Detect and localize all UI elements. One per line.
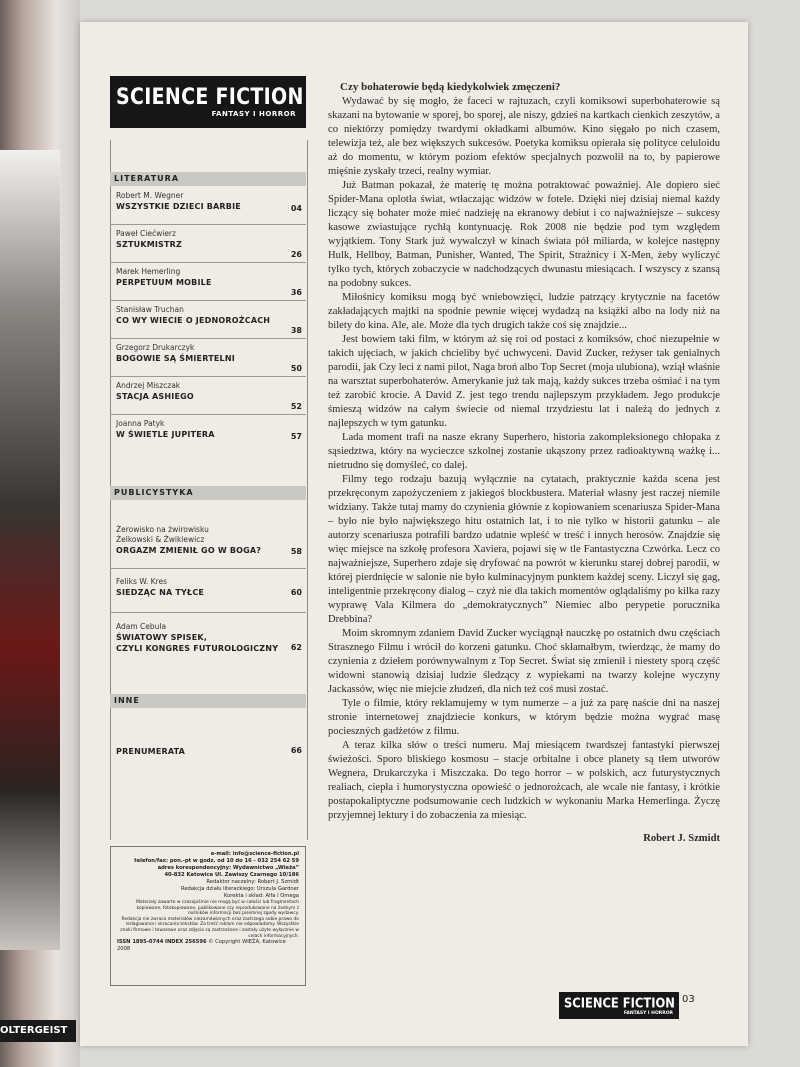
entry-page: 52 (290, 402, 302, 411)
entry-title: ORGAZM ZMIENIŁ GO W BOGA? (116, 546, 262, 555)
entry-title: ŚWIATOWY SPISEK, CZYLI KONGRES FUTUROLOGICZNY (116, 633, 279, 653)
entry-author: Andrzej Miszczak (116, 381, 181, 390)
toc-entry[interactable] (110, 746, 306, 762)
imprint-legal-1: Materiały zawarte w czasopiśmie nie mogą być w całości lub fragmentach kopiowane, fotokopiowane, publikowane czy reprodukowane na żadnym z nośników informacji bez pisemnej zgody wydawcy. (136, 900, 299, 917)
entry-author: Żerowisko na żwirowisku Żelkowski & Żwikiewicz (116, 525, 209, 544)
entry-author: Feliks W. Kres (116, 577, 168, 586)
page-number: 03 (682, 994, 695, 1005)
imprint-legal-2: Redakcja nie zwraca materiałów niezamówionych oraz zastrzega sobie prawo do redagowania i skracania tekstów. Za treść reklam nie odpowiadamy. Wszystkie znaki firmowe i towarowe oraz zdjęcia są zastrzeżone i zostały użyte wyłącznie w celach informacyjnych. (120, 916, 299, 939)
adjacent-page (0, 0, 80, 1067)
article-paragraph: Wydawać by się mogło, że faceci w rajtuzach, czyli komiksowi superbohaterowie są skazani na bytowanie w sporej, bo sporej, ale niszy, gdzieś na kartkach cienkich zeszytów, a co niektórzy pomiędzy twardymi okładkami albumów. Kino sięgało po nich czasem, telewizja też, ale bez większych sukcesów. Poetyka komiksu opierała się polityce celuloidu aż do momentu, w którym poziom efektów specjalnych pozwolił na to, by papierowe mięśnie zyskały trzeci, realny wymiar. (328, 96, 720, 177)
entry-title: CO WY WIECIE O JEDNOROŻCACH (116, 316, 271, 325)
article-paragraph: Lada moment trafi na nasze ekrany Superhero, historia zakompleksionego chłopaka z sąsiedztwa, który na wycieczce szkolnej zostanie ukąszony przez radioaktywną ważkę i... nietrudno się domyśleć, co dalej. (328, 432, 720, 471)
toc-entry[interactable] (110, 229, 306, 263)
entry-author: Robert M. Wegner (116, 191, 184, 200)
logo-title: SCIENCE FICTION (116, 84, 304, 110)
footer-logo-subtitle: FANTASY I HORROR (623, 1011, 673, 1016)
imprint-copyright: © Copyright WIEŻA, Katowice 2008 (117, 939, 286, 953)
imprint-email: e-mail: info@science-fiction.pl (210, 851, 299, 857)
entry-page: 26 (290, 250, 302, 259)
entry-title: SIEDZĄC NA TYŁCE (116, 588, 205, 597)
imprint-index: INDEX 256596 (165, 939, 207, 946)
article-paragraph: Moim skromnym zdaniem David Zucker wyciągnął nauczkę po ostatnich dwu częściach Strasznego Filmu i wrócił do korzeni gatunku. Choć skłamałbym, twierdząc, że mamy do czynienia z dziełem porównywalnym z Top Secret. Świat się zmienił i niestety sporą część widowni stanowią dzisiaj ludzie śledzący z wypiekami na twarzy kolejne wyczyny Jackassów, więc nie miejcie złudzeń, dla nich też coś musi zostać. (328, 628, 720, 695)
toc-entry[interactable] (110, 419, 306, 453)
entry-page: 36 (290, 288, 302, 297)
article-headline: Czy bohaterowie będą kiedykolwiek zmęczeni? (340, 81, 561, 93)
entry-page: 04 (290, 204, 302, 213)
entry-author: Joanna Patyk (116, 419, 165, 428)
article-paragraph: Już Batman pokazał, że materię tę można potraktować poważniej. Ale dopiero sieć Spider-Mana oplotła świat, wtłaczając widzów w fotele. Dzięki niej dzisiaj niemal każdy liczący się bohater może mieć nadzieję na ekranowy debiut i co najważniejsze – sukcesy kasowe zwiastujące rychłą kontynuację. Rok 2008 nie będzie pod tym względem wyjątkiem. Tony Stark już wywalczył w kinach świata pół miliarda, w kolejce następny Hulk, Hellboy, Batman, Punisher, Wanted, The Spirit, Strażnicy i X-Men, żeby wyliczyć tylko tych, których zobaczycie w nadchodzących dwunastu miesiącach. I wszyscy z szansą na podobny sukces. (328, 180, 720, 289)
adjacent-page-artwork (0, 150, 60, 950)
toc-entry[interactable] (110, 577, 306, 613)
imprint-address-label: adres korespondencyjny: Wydawnictwo „Wieża” (157, 865, 299, 871)
logo-subtitle: FANTASY I HORROR (211, 110, 296, 118)
toc-entry[interactable] (110, 305, 306, 339)
article-paragraph: Filmy tego rodzaju bazują wyłącznie na cytatach, praktycznie każda scena jest przekręconym zapożyczeniem z jakiegoś blockbustera. Materiał własny jest raczej niemile widziany. Także tutaj mamy do czynienia głównie z kopiowaniem scenariusza Spider-Mana – było nie było największego hitu ostatnich lat, i to nie tylko w historii gatunku – ale autorzy scenariusza potrafili bardzo udatnie wpleść w treść i innych herosów. Znajdzie się więc miejsce na szkołę profesora Xaviera, pojawi się w tle Fantastyczna Czwórka. Lecz co najważniejsze, Superhero zdaje się dryfować na powrót w kierunku starej dobrej parodii, w której pierdnięcie w salonie nie było kulminacyjnym punktem każdej sceny. Liczył się gag, inteligentnie przekręcony dialog – czyż nie dla takich momentów oglądaliśmy po kilka razy wyprawę Vala Kilmera do „demokratycznych” Niemiec albo perypetie porucznika Drebbina? (328, 474, 720, 625)
toc-entry[interactable] (110, 525, 306, 569)
toc-entry[interactable] (110, 381, 306, 415)
entry-page: 50 (290, 364, 302, 373)
entry-page: 58 (290, 547, 302, 556)
entry-author: Grzegorz Drukarczyk (116, 343, 195, 352)
entry-page: 38 (290, 326, 302, 335)
section-heading-publicystyka: PUBLICYSTYKA (110, 486, 306, 500)
article-paragraph: Miłośnicy komiksu mogą być wniebowzięci, ludzie patrzący krytycznie na facetów zakładających majtki na spodnie pewnie więcej wydadzą na książki albo na lody niż na bilety do kina. Ale, ale. Może dla tych drugich także coś się znajdzie... (328, 292, 720, 331)
article-paragraph: A teraz kilka słów o treści numeru. Maj miesiącem twardszej fantastyki pierwszej świeżości. Sporo bliskiego kosmosu – stacje orbitalne i obce planety są tłem utworów Wegnera, Drukarczyka i Miszczaka. Do tego horror – w polskich, acz futurystycznych realiach, ciepła i humorystyczna opowieść o jednorożcach, ale wcale nie fantasy, i krótkie postapokaliptyczne podsumowanie cech ludzkich w wykonaniu Marka Hemerlinga. Życzę przyjemnej lektury i do zobaczenia za miesiąc. (328, 740, 720, 821)
entry-title: STACJA ASHIEGO (116, 392, 194, 401)
entry-title: PRENUMERATA (116, 747, 186, 756)
section-heading-literatura: LITERATURA (110, 172, 306, 186)
imprint-issn: ISSN 1895-0744 (117, 939, 164, 946)
entry-title: SZTUKMISTRZ (116, 240, 183, 249)
magazine-page (80, 22, 748, 1046)
entry-author: Adam Cebula (116, 622, 167, 631)
toc-entry[interactable] (110, 343, 306, 377)
entry-title: BOGOWIE SĄ ŚMIERTELNI (116, 354, 235, 363)
imprint-phone: telefon/fax: pon.-pt w godz. od 10 do 16 - 032 254 62 59 (134, 858, 299, 864)
editorial-article (328, 80, 720, 846)
imprint-box (110, 846, 306, 986)
footer-logo-title: SCIENCE FICTION (564, 995, 675, 1012)
section-heading-inne: INNE (110, 694, 306, 708)
magazine-logo (110, 76, 306, 128)
entry-author: Paweł Ciećwierz (116, 229, 176, 238)
table-of-contents (106, 76, 309, 984)
entry-title: W ŚWIETLE JUPITERA (116, 430, 215, 439)
entry-page: 60 (290, 588, 302, 597)
entry-page: 66 (290, 746, 302, 755)
imprint-proofreading: Korekta i skład: Alfa i Omega (223, 893, 299, 899)
entry-author: Stanisław Truchan (116, 305, 184, 314)
imprint-address: 40-832 Katowice Ul. Zawiszy Czarnego 10/186 (164, 872, 299, 878)
entry-author: Marek Hemerling (116, 267, 181, 276)
toc-entry[interactable] (110, 622, 306, 662)
entry-page: 57 (290, 432, 302, 441)
imprint-lit-editor: Redakcja działu literackiego: Urszula Gardner (180, 886, 299, 892)
footer-logo (559, 992, 679, 1019)
toc-entry[interactable] (110, 267, 306, 301)
imprint-editor: Redaktor naczelny: Robert J. Szmidt (206, 879, 299, 885)
adjacent-page-badge: OLTERGEIST (0, 1020, 76, 1042)
entry-page: 62 (290, 643, 302, 652)
entry-title: WSZYSTKIE DZIECI BARBIE (116, 202, 241, 211)
article-paragraph: Tyle o filmie, który reklamujemy w tym numerze – a już za parę naście dni na naszej stronie internetowej znajdziecie konkurs, w którym będzie można wygrać masę pocieszných gadżetów z filmu. (328, 698, 720, 737)
article-signature: Robert J. Szmidt (643, 833, 720, 844)
entry-title: PERPETUUM MOBILE (116, 278, 212, 287)
toc-entry[interactable] (110, 191, 306, 225)
article-paragraph: Jest bowiem taki film, w którym aż się roi od postaci z komiksów, choć niezupełnie w takich ujęciach, w jakich chcieliby być uchwyceni. David Zucker, reżyser tak genialnych parodii, jak Czy leci z nami pilot, Naga broń albo Top Secret (moja ulubiona), wziął właśnie na warsztat superbohaterów. Amerykanie już tak mają, każdy sukces trzeba ośmiać i na tym też zarobić krocie. A David Z. jest tego trendu najlepszym przykładem. Jego produkcje śmieszą widzów na całym świecie od niemal trzydziestu lat i należą do jednych z najlepszych w tym gatunku. (328, 334, 720, 429)
